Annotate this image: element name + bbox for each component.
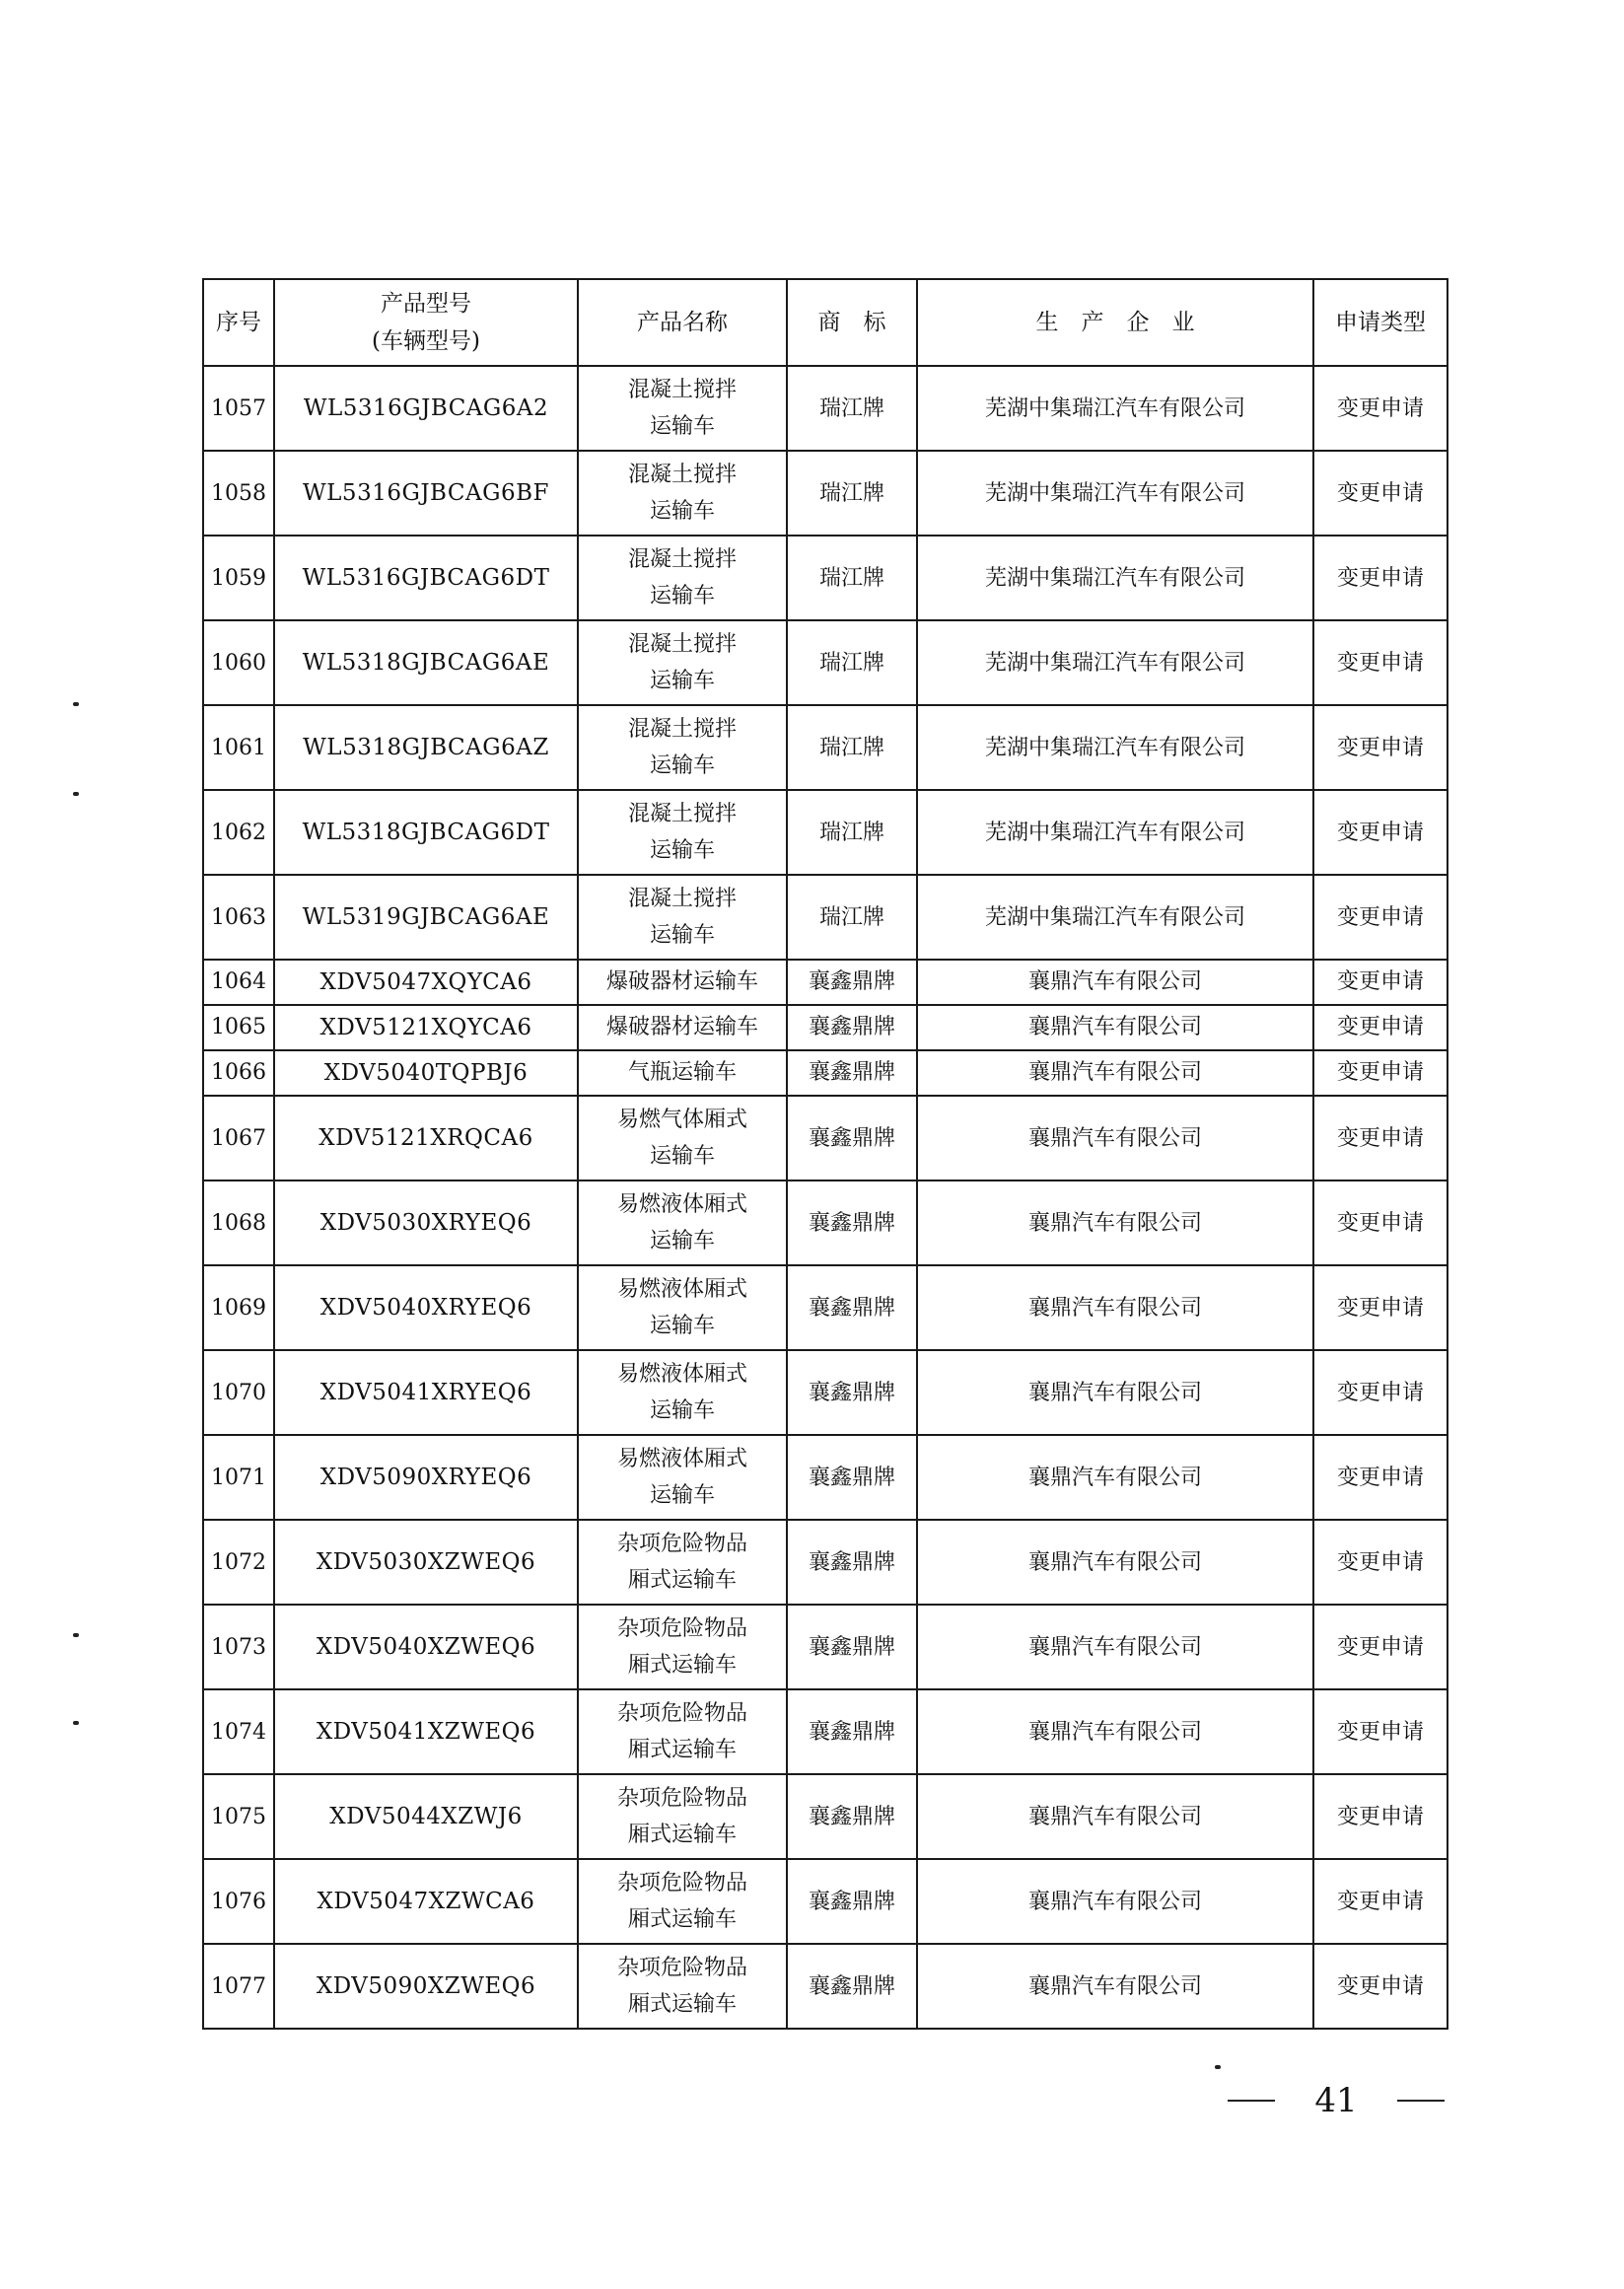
maker-cell: 芜湖中集瑞江汽车有限公司 [917,366,1313,451]
seq-cell: 1057 [203,366,274,451]
brand-cell: 襄鑫鼎牌 [787,1689,917,1774]
brand-cell: 襄鑫鼎牌 [787,1605,917,1689]
header-name: 产品名称 [578,279,787,366]
table-row [203,536,1447,620]
name-line1: 杂项危险物品 [616,1701,747,1726]
name-cell [578,1265,787,1350]
type-cell: 变更申请 [1313,1096,1447,1180]
name-line2: 运输车 [649,1483,715,1508]
type-cell: 变更申请 [1313,1265,1447,1350]
name-cell [578,366,787,451]
model-cell: XDV5041XZWEQ6 [274,1689,578,1774]
name-line1: 易燃液体厢式 [616,1447,747,1471]
name-cell [578,1859,787,1944]
brand-cell: 襄鑫鼎牌 [787,1050,917,1096]
maker-cell: 襄鼎汽车有限公司 [917,1944,1313,2029]
name-line2: 运输车 [649,838,715,863]
table-row [203,1350,1447,1435]
name-line2: 运输车 [649,923,715,948]
name-line2: 厢式运输车 [627,1907,737,1932]
maker-cell: 襄鼎汽车有限公司 [917,1050,1313,1096]
seq-cell: 1069 [203,1265,274,1350]
model-cell: XDV5030XZWEQ6 [274,1520,578,1605]
name-cell [578,1944,787,2029]
brand-cell: 襄鑫鼎牌 [787,1774,917,1859]
type-cell: 变更申请 [1313,705,1447,790]
brand-cell: 瑞江牌 [787,536,917,620]
name-line1: 爆破器材运输车 [605,969,758,994]
name-line2: 运输车 [649,1144,715,1169]
table-header [203,279,1447,366]
brand-cell: 襄鑫鼎牌 [787,1859,917,1944]
model-cell: WL5316GJBCAG6A2 [274,366,578,451]
name-cell [578,1350,787,1435]
brand-cell: 襄鑫鼎牌 [787,1350,917,1435]
type-cell: 变更申请 [1313,366,1447,451]
table-row [203,1180,1447,1265]
name-line1: 杂项危险物品 [616,1956,747,1980]
name-line1: 杂项危险物品 [616,1786,747,1811]
maker-cell: 襄鼎汽车有限公司 [917,1774,1313,1859]
name-cell [578,1605,787,1689]
maker-cell: 芜湖中集瑞江汽车有限公司 [917,451,1313,536]
name-cell [578,875,787,960]
name-cell [578,451,787,536]
name-line1: 爆破器材运输车 [605,1015,758,1039]
name-cell [578,1096,787,1180]
model-cell: WL5318GJBCAG6DT [274,790,578,875]
table-row [203,1435,1447,1520]
type-cell: 变更申请 [1313,1180,1447,1265]
name-line1: 气瓶运输车 [627,1060,737,1085]
name-line2: 厢式运输车 [627,1568,737,1593]
table-row [203,1689,1447,1774]
header-brand: 商 标 [787,279,917,366]
type-cell: 变更申请 [1313,1689,1447,1774]
type-cell: 变更申请 [1313,790,1447,875]
maker-cell: 芜湖中集瑞江汽车有限公司 [917,875,1313,960]
name-cell [578,1005,787,1050]
brand-cell: 瑞江牌 [787,620,917,705]
seq-cell: 1064 [203,960,274,1005]
name-line1: 混凝土搅拌 [627,547,737,572]
vehicle-product-table-container [202,278,1447,2030]
table-row [203,960,1447,1005]
brand-cell: 瑞江牌 [787,366,917,451]
table-row [203,705,1447,790]
table-row [203,1605,1447,1689]
table-row [203,790,1447,875]
model-cell: XDV5121XQYCA6 [274,1005,578,1050]
footer-dash-right [1397,2100,1445,2102]
header-type: 申请类型 [1313,279,1447,366]
maker-cell: 襄鼎汽车有限公司 [917,1605,1313,1689]
header-model-line1: 产品型号 [381,291,471,317]
model-cell: WL5316GJBCAG6BF [274,451,578,536]
name-cell [578,1435,787,1520]
scan-speck [73,1633,79,1637]
maker-cell: 芜湖中集瑞江汽车有限公司 [917,705,1313,790]
type-cell: 变更申请 [1313,960,1447,1005]
brand-cell: 瑞江牌 [787,451,917,536]
name-line1: 易燃液体厢式 [616,1192,747,1217]
seq-cell: 1072 [203,1520,274,1605]
brand-cell: 襄鑫鼎牌 [787,1520,917,1605]
seq-cell: 1076 [203,1859,274,1944]
brand-cell: 瑞江牌 [787,790,917,875]
model-cell: WL5318GJBCAG6AZ [274,705,578,790]
name-line2: 运输车 [649,414,715,439]
type-cell: 变更申请 [1313,1350,1447,1435]
vehicle-product-table [202,278,1448,2030]
model-cell: WL5316GJBCAG6DT [274,536,578,620]
brand-cell: 襄鑫鼎牌 [787,1265,917,1350]
type-cell: 变更申请 [1313,1859,1447,1944]
table-row [203,366,1447,451]
type-cell: 变更申请 [1313,1435,1447,1520]
table-row [203,1520,1447,1605]
maker-cell: 襄鼎汽车有限公司 [917,1096,1313,1180]
name-line1: 混凝土搅拌 [627,717,737,742]
name-line2: 运输车 [649,499,715,524]
scan-speck [73,792,79,796]
name-cell [578,1180,787,1265]
name-line2: 厢式运输车 [627,1738,737,1762]
seq-cell: 1068 [203,1180,274,1265]
maker-cell: 襄鼎汽车有限公司 [917,1689,1313,1774]
model-cell: XDV5040XRYEQ6 [274,1265,578,1350]
seq-cell: 1073 [203,1605,274,1689]
seq-cell: 1075 [203,1774,274,1859]
name-line2: 运输车 [649,1229,715,1253]
brand-cell: 瑞江牌 [787,705,917,790]
seq-cell: 1071 [203,1435,274,1520]
name-line1: 杂项危险物品 [616,1616,747,1641]
model-cell: XDV5041XRYEQ6 [274,1350,578,1435]
model-cell: XDV5090XRYEQ6 [274,1435,578,1520]
seq-cell: 1077 [203,1944,274,2029]
model-cell: XDV5030XRYEQ6 [274,1180,578,1265]
model-cell: XDV5121XRQCA6 [274,1096,578,1180]
seq-cell: 1060 [203,620,274,705]
maker-cell: 襄鼎汽车有限公司 [917,1520,1313,1605]
seq-cell: 1066 [203,1050,274,1096]
name-line2: 运输车 [649,753,715,778]
type-cell: 变更申请 [1313,1520,1447,1605]
header-model-line2: (车辆型号) [372,328,480,354]
name-line2: 厢式运输车 [627,1653,737,1678]
header-model [274,279,578,366]
header-row [203,279,1447,366]
maker-cell: 襄鼎汽车有限公司 [917,1859,1313,1944]
maker-cell: 芜湖中集瑞江汽车有限公司 [917,536,1313,620]
brand-cell: 襄鑫鼎牌 [787,1435,917,1520]
name-cell [578,620,787,705]
seq-cell: 1067 [203,1096,274,1180]
maker-cell: 襄鼎汽车有限公司 [917,1005,1313,1050]
maker-cell: 芜湖中集瑞江汽车有限公司 [917,620,1313,705]
brand-cell: 襄鑫鼎牌 [787,1180,917,1265]
name-line1: 混凝土搅拌 [627,887,737,911]
maker-cell: 襄鼎汽车有限公司 [917,1435,1313,1520]
name-line2: 运输车 [649,1398,715,1423]
model-cell: WL5319GJBCAG6AE [274,875,578,960]
type-cell: 变更申请 [1313,1605,1447,1689]
type-cell: 变更申请 [1313,451,1447,536]
model-cell: XDV5090XZWEQ6 [274,1944,578,2029]
name-line2: 厢式运输车 [627,1992,737,2017]
table-row [203,875,1447,960]
name-cell [578,705,787,790]
name-cell [578,1520,787,1605]
table-row [203,1859,1447,1944]
scan-speck [73,702,79,706]
name-line2: 运输车 [649,584,715,608]
table-row [203,1005,1447,1050]
header-maker: 生 产 企 业 [917,279,1313,366]
table-body [203,366,1447,2029]
seq-cell: 1058 [203,451,274,536]
seq-cell: 1065 [203,1005,274,1050]
footer-dash-left [1228,2100,1275,2102]
maker-cell: 襄鼎汽车有限公司 [917,1350,1313,1435]
seq-cell: 1062 [203,790,274,875]
scan-speck [73,1721,79,1725]
seq-cell: 1074 [203,1689,274,1774]
model-cell: XDV5040TQPBJ6 [274,1050,578,1096]
brand-cell: 襄鑫鼎牌 [787,1944,917,2029]
table-row [203,451,1447,536]
page-footer [1223,2077,1449,2124]
maker-cell: 襄鼎汽车有限公司 [917,1265,1313,1350]
name-cell [578,1774,787,1859]
name-cell [578,790,787,875]
name-line2: 运输车 [649,669,715,693]
name-line1: 混凝土搅拌 [627,463,737,487]
seq-cell: 1063 [203,875,274,960]
name-line1: 混凝土搅拌 [627,378,737,402]
name-line1: 杂项危险物品 [616,1871,747,1896]
seq-cell: 1059 [203,536,274,620]
name-line2: 运输车 [649,1314,715,1338]
type-cell: 变更申请 [1313,1944,1447,2029]
type-cell: 变更申请 [1313,1774,1447,1859]
name-line1: 易燃气体厢式 [616,1108,747,1132]
brand-cell: 襄鑫鼎牌 [787,1005,917,1050]
scan-speck [1215,2065,1221,2069]
header-seq: 序号 [203,279,274,366]
model-cell: XDV5040XZWEQ6 [274,1605,578,1689]
type-cell: 变更申请 [1313,620,1447,705]
maker-cell: 襄鼎汽车有限公司 [917,960,1313,1005]
name-cell [578,960,787,1005]
model-cell: XDV5044XZWJ6 [274,1774,578,1859]
type-cell: 变更申请 [1313,1050,1447,1096]
brand-cell: 襄鑫鼎牌 [787,960,917,1005]
table-row [203,1774,1447,1859]
maker-cell: 襄鼎汽车有限公司 [917,1180,1313,1265]
model-cell: XDV5047XZWCA6 [274,1859,578,1944]
table-row [203,1096,1447,1180]
model-cell: WL5318GJBCAG6AE [274,620,578,705]
name-cell [578,1689,787,1774]
name-line1: 混凝土搅拌 [627,632,737,657]
type-cell: 变更申请 [1313,536,1447,620]
table-row [203,1265,1447,1350]
brand-cell: 襄鑫鼎牌 [787,1096,917,1180]
brand-cell: 瑞江牌 [787,875,917,960]
name-line1: 易燃液体厢式 [616,1277,747,1302]
table-row [203,1050,1447,1096]
name-line2: 厢式运输车 [627,1823,737,1847]
seq-cell: 1061 [203,705,274,790]
page-number: 41 [1314,2081,1358,2120]
table-row [203,620,1447,705]
name-cell [578,536,787,620]
name-line1: 易燃液体厢式 [616,1362,747,1387]
type-cell: 变更申请 [1313,1005,1447,1050]
name-cell [578,1050,787,1096]
name-line1: 杂项危险物品 [616,1532,747,1556]
name-line1: 混凝土搅拌 [627,802,737,826]
table-row [203,1944,1447,2029]
type-cell: 变更申请 [1313,875,1447,960]
seq-cell: 1070 [203,1350,274,1435]
model-cell: XDV5047XQYCA6 [274,960,578,1005]
maker-cell: 芜湖中集瑞江汽车有限公司 [917,790,1313,875]
